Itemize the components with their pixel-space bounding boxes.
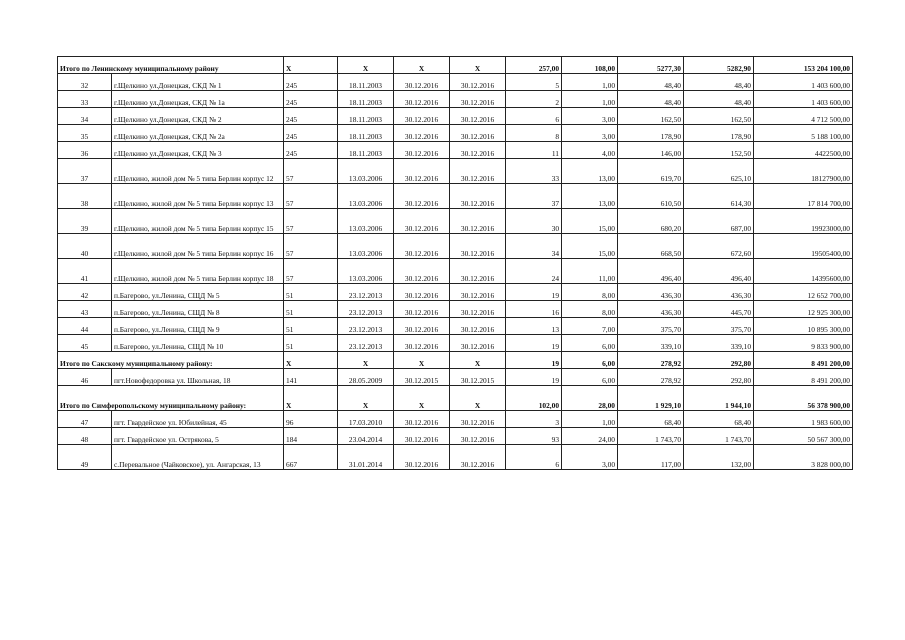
row-number: 35: [58, 125, 112, 142]
address-cell: пгт. Гвардейское ул. Острякова, 5: [112, 428, 284, 445]
column-date-plan: 30.12.2016: [394, 234, 450, 259]
column-area-living: 178,90: [684, 125, 754, 142]
column-count: 24: [506, 259, 562, 284]
column-date-deadline: 30.12.2016: [450, 259, 506, 284]
table-row: [58, 125, 853, 142]
column-count: 3: [506, 411, 562, 428]
column-cost: 56 378 900,00: [754, 386, 853, 411]
column-date-deadline: 30.12.2016: [450, 159, 506, 184]
address-cell: г.Щелкино ул.Донецкая, СКД № 2: [112, 108, 284, 125]
address-cell: г.Щелкино ул.Донецкая, СКД № 2а: [112, 125, 284, 142]
table-row: [58, 184, 853, 209]
subtotal-title: Итого по Сакскому муниципальному району:: [58, 352, 284, 369]
column-cost: 9 833 900,00: [754, 335, 853, 352]
column-date-plan: 30.12.2015: [394, 369, 450, 386]
column-date-commission: 13.03.2006: [338, 259, 394, 284]
row-number: 43: [58, 301, 112, 318]
column-area-total: 610,50: [618, 184, 684, 209]
column-area-total: 1 929,10: [618, 386, 684, 411]
row-number: 46: [58, 369, 112, 386]
column-cost: 1 403 600,00: [754, 91, 853, 108]
column-quantity: 96: [284, 411, 338, 428]
column-area-living: 162,50: [684, 108, 754, 125]
column-area-living: 445,70: [684, 301, 754, 318]
column-area-living: 672,60: [684, 234, 754, 259]
column-count: 13: [506, 318, 562, 335]
row-number: 33: [58, 91, 112, 108]
column-area-total: 5277,30: [618, 57, 684, 74]
column-count: 257,00: [506, 57, 562, 74]
subtotal-title: Итого по Ленинскому муниципальному району: [58, 57, 284, 74]
table-row: [58, 142, 853, 159]
column-date-plan: 30.12.2016: [394, 284, 450, 301]
column-date-deadline: Х: [450, 57, 506, 74]
column-quantity: 57: [284, 184, 338, 209]
column-date-plan: 30.12.2016: [394, 301, 450, 318]
column-count: 19: [506, 335, 562, 352]
column-quantity: 51: [284, 318, 338, 335]
column-date-deadline: 30.12.2016: [450, 184, 506, 209]
column-area-living: 48,40: [684, 91, 754, 108]
column-count: 5: [506, 74, 562, 91]
column-area-living: 339,10: [684, 335, 754, 352]
row-number: 41: [58, 259, 112, 284]
column-area-total: 436,30: [618, 301, 684, 318]
column-cost: 3 828 000,00: [754, 445, 853, 470]
address-cell: г.Щелкино, жилой дом № 5 типа Берлин корпус 15: [112, 209, 284, 234]
column-date-deadline: 30.12.2016: [450, 335, 506, 352]
address-cell: г.Щелкино ул.Донецкая, СКД № 3: [112, 142, 284, 159]
row-number: 49: [58, 445, 112, 470]
table-row: [58, 209, 853, 234]
column-cost: 1 403 600,00: [754, 74, 853, 91]
housing-register-table: [57, 56, 853, 470]
column-households: 3,00: [562, 125, 618, 142]
row-number: 45: [58, 335, 112, 352]
column-date-plan: 30.12.2016: [394, 74, 450, 91]
column-area-total: 375,70: [618, 318, 684, 335]
column-area-total: 619,70: [618, 159, 684, 184]
column-count: 16: [506, 301, 562, 318]
column-date-commission: 18.11.2003: [338, 91, 394, 108]
address-cell: п.Багерово, ул.Ленина, СЩД № 10: [112, 335, 284, 352]
column-date-commission: 18.11.2003: [338, 142, 394, 159]
column-date-plan: 30.12.2016: [394, 335, 450, 352]
column-area-total: 496,40: [618, 259, 684, 284]
column-area-total: 278,92: [618, 369, 684, 386]
column-date-plan: 30.12.2016: [394, 125, 450, 142]
column-date-plan: 30.12.2016: [394, 209, 450, 234]
column-area-living: 292,80: [684, 369, 754, 386]
column-date-commission: 23.04.2014: [338, 428, 394, 445]
column-count: 34: [506, 234, 562, 259]
subtotal-row: [58, 386, 853, 411]
column-households: 8,00: [562, 284, 618, 301]
column-cost: 8 491 200,00: [754, 369, 853, 386]
column-date-commission: 28.05.2009: [338, 369, 394, 386]
column-count: 33: [506, 159, 562, 184]
column-date-commission: Х: [338, 386, 394, 411]
column-area-total: 48,40: [618, 91, 684, 108]
address-cell: п.Багерово, ул.Ленина, СЩД № 8: [112, 301, 284, 318]
column-area-living: 496,40: [684, 259, 754, 284]
column-households: 6,00: [562, 352, 618, 369]
address-cell: г.Щелкино, жилой дом № 5 типа Берлин корпус 18: [112, 259, 284, 284]
column-date-plan: 30.12.2016: [394, 142, 450, 159]
column-area-living: 292,80: [684, 352, 754, 369]
column-quantity: 51: [284, 284, 338, 301]
address-cell: г.Щелкино, жилой дом № 5 типа Берлин корпус 12: [112, 159, 284, 184]
column-date-commission: Х: [338, 352, 394, 369]
subtotal-title: Итого по Симферопольскому муниципальному району:: [58, 386, 284, 411]
column-date-commission: 31.01.2014: [338, 445, 394, 470]
column-date-commission: 18.11.2003: [338, 125, 394, 142]
table-row: [58, 74, 853, 91]
column-households: 15,00: [562, 234, 618, 259]
address-cell: пгт.Новофедоровка ул. Школьная, 18: [112, 369, 284, 386]
column-date-plan: Х: [394, 57, 450, 74]
column-households: 28,00: [562, 386, 618, 411]
column-area-living: 1 944,10: [684, 386, 754, 411]
column-cost: 4 712 500,00: [754, 108, 853, 125]
table-row: [58, 428, 853, 445]
table-row: [58, 91, 853, 108]
column-date-deadline: 30.12.2016: [450, 428, 506, 445]
column-cost: 18127900,00: [754, 159, 853, 184]
column-date-plan: 30.12.2016: [394, 108, 450, 125]
column-date-deadline: 30.12.2016: [450, 108, 506, 125]
column-date-plan: 30.12.2016: [394, 318, 450, 335]
column-cost: 5 188 100,00: [754, 125, 853, 142]
column-area-total: 668,50: [618, 234, 684, 259]
column-date-deadline: 30.12.2016: [450, 445, 506, 470]
table-row: [58, 234, 853, 259]
column-quantity: 245: [284, 142, 338, 159]
column-cost: 12 652 700,00: [754, 284, 853, 301]
column-count: 2: [506, 91, 562, 108]
address-cell: г.Щелкино, жилой дом № 5 типа Берлин корпус 16: [112, 234, 284, 259]
row-number: 47: [58, 411, 112, 428]
column-date-plan: 30.12.2016: [394, 445, 450, 470]
column-area-living: 625,10: [684, 159, 754, 184]
column-quantity: 141: [284, 369, 338, 386]
address-cell: с.Перевальное (Чайковское), ул. Ангарская, 13: [112, 445, 284, 470]
column-households: 3,00: [562, 108, 618, 125]
column-area-living: 1 743,70: [684, 428, 754, 445]
row-number: 37: [58, 159, 112, 184]
address-cell: п.Багерово, ул.Ленина, СЩД № 9: [112, 318, 284, 335]
column-area-living: 48,40: [684, 74, 754, 91]
column-households: 1,00: [562, 411, 618, 428]
column-quantity: Х: [284, 57, 338, 74]
address-cell: п.Багерово, ул.Ленина, СЩД № 5: [112, 284, 284, 301]
column-count: 19: [506, 284, 562, 301]
column-date-commission: 23.12.2013: [338, 335, 394, 352]
column-cost: 1 983 600,00: [754, 411, 853, 428]
column-date-commission: 23.12.2013: [338, 284, 394, 301]
column-area-total: 1 743,70: [618, 428, 684, 445]
column-households: 3,00: [562, 445, 618, 470]
subtotal-row: [58, 57, 853, 74]
row-number: 48: [58, 428, 112, 445]
subtotal-row: [58, 352, 853, 369]
row-number: 42: [58, 284, 112, 301]
address-cell: г.Щелкино ул.Донецкая, СКД № 1а: [112, 91, 284, 108]
column-households: 11,00: [562, 259, 618, 284]
table-row: [58, 284, 853, 301]
address-cell: пгт. Гвардейское ул. Юбилейная, 45: [112, 411, 284, 428]
column-count: 11: [506, 142, 562, 159]
column-quantity: 184: [284, 428, 338, 445]
column-date-commission: 23.12.2013: [338, 318, 394, 335]
column-households: 1,00: [562, 74, 618, 91]
column-date-plan: 30.12.2016: [394, 428, 450, 445]
column-count: 93: [506, 428, 562, 445]
column-date-commission: 13.03.2006: [338, 159, 394, 184]
column-area-living: 614,30: [684, 184, 754, 209]
column-date-plan: Х: [394, 386, 450, 411]
column-households: 24,00: [562, 428, 618, 445]
row-number: 36: [58, 142, 112, 159]
column-count: 19: [506, 369, 562, 386]
column-quantity: 57: [284, 234, 338, 259]
column-area-total: 278,92: [618, 352, 684, 369]
row-number: 32: [58, 74, 112, 91]
column-area-total: 680,20: [618, 209, 684, 234]
column-quantity: 51: [284, 335, 338, 352]
table-row: [58, 318, 853, 335]
column-households: 13,00: [562, 159, 618, 184]
column-count: 19: [506, 352, 562, 369]
row-number: 39: [58, 209, 112, 234]
column-date-deadline: 30.12.2016: [450, 125, 506, 142]
column-quantity: 245: [284, 108, 338, 125]
address-cell: г.Щелкино, жилой дом № 5 типа Берлин корпус 13: [112, 184, 284, 209]
row-number: 38: [58, 184, 112, 209]
column-date-deadline: 30.12.2015: [450, 369, 506, 386]
column-households: 6,00: [562, 335, 618, 352]
column-households: 7,00: [562, 318, 618, 335]
column-date-deadline: 30.12.2016: [450, 301, 506, 318]
column-cost: 17 814 700,00: [754, 184, 853, 209]
column-date-deadline: 30.12.2016: [450, 91, 506, 108]
column-area-total: 117,00: [618, 445, 684, 470]
column-area-living: 436,30: [684, 284, 754, 301]
column-households: 13,00: [562, 184, 618, 209]
column-date-commission: 13.03.2006: [338, 209, 394, 234]
column-quantity: 57: [284, 259, 338, 284]
table-row: [58, 411, 853, 428]
column-count: 102,00: [506, 386, 562, 411]
column-date-plan: 30.12.2016: [394, 259, 450, 284]
column-households: 6,00: [562, 369, 618, 386]
column-quantity: Х: [284, 386, 338, 411]
column-quantity: 51: [284, 301, 338, 318]
table-row: [58, 159, 853, 184]
column-date-deadline: 30.12.2016: [450, 142, 506, 159]
column-quantity: Х: [284, 352, 338, 369]
column-quantity: 245: [284, 74, 338, 91]
table-row: [58, 259, 853, 284]
table-row: [58, 108, 853, 125]
column-households: 1,00: [562, 91, 618, 108]
column-date-deadline: 30.12.2016: [450, 74, 506, 91]
table-row: [58, 335, 853, 352]
column-area-living: 68,40: [684, 411, 754, 428]
column-date-commission: 13.03.2006: [338, 234, 394, 259]
column-area-total: 68,40: [618, 411, 684, 428]
column-cost: 10 895 300,00: [754, 318, 853, 335]
column-households: 15,00: [562, 209, 618, 234]
column-date-commission: 18.11.2003: [338, 108, 394, 125]
column-count: 6: [506, 108, 562, 125]
column-date-deadline: 30.12.2016: [450, 209, 506, 234]
column-area-living: 375,70: [684, 318, 754, 335]
column-date-deadline: Х: [450, 352, 506, 369]
column-quantity: 57: [284, 209, 338, 234]
column-date-deadline: 30.12.2016: [450, 411, 506, 428]
column-count: 30: [506, 209, 562, 234]
column-quantity: 245: [284, 91, 338, 108]
column-date-commission: 18.11.2003: [338, 74, 394, 91]
row-number: 44: [58, 318, 112, 335]
column-date-plan: 30.12.2016: [394, 184, 450, 209]
column-area-total: 339,10: [618, 335, 684, 352]
row-number: 34: [58, 108, 112, 125]
column-households: 8,00: [562, 301, 618, 318]
column-date-plan: 30.12.2016: [394, 411, 450, 428]
column-area-total: 48,40: [618, 74, 684, 91]
column-quantity: 57: [284, 159, 338, 184]
table-body: [58, 57, 853, 470]
column-cost: 19923000,00: [754, 209, 853, 234]
column-cost: 50 567 300,00: [754, 428, 853, 445]
column-date-commission: 13.03.2006: [338, 184, 394, 209]
table-row: [58, 445, 853, 470]
column-area-living: 5282,90: [684, 57, 754, 74]
column-date-deadline: 30.12.2016: [450, 318, 506, 335]
column-date-deadline: 30.12.2016: [450, 234, 506, 259]
column-count: 37: [506, 184, 562, 209]
column-cost: 14395600,00: [754, 259, 853, 284]
column-date-commission: 23.12.2013: [338, 301, 394, 318]
column-quantity: 667: [284, 445, 338, 470]
column-area-total: 146,00: [618, 142, 684, 159]
table-row: [58, 301, 853, 318]
column-cost: 153 204 100,00: [754, 57, 853, 74]
column-households: 4,00: [562, 142, 618, 159]
column-cost: 12 925 300,00: [754, 301, 853, 318]
row-number: 40: [58, 234, 112, 259]
column-date-plan: 30.12.2016: [394, 91, 450, 108]
address-cell: г.Щелкино ул.Донецкая, СКД № 1: [112, 74, 284, 91]
column-date-plan: 30.12.2016: [394, 159, 450, 184]
column-date-deadline: Х: [450, 386, 506, 411]
table-row: [58, 369, 853, 386]
column-date-deadline: 30.12.2016: [450, 284, 506, 301]
column-area-living: 132,00: [684, 445, 754, 470]
column-cost: 19505400,00: [754, 234, 853, 259]
column-area-living: 152,50: [684, 142, 754, 159]
column-date-commission: 17.03.2010: [338, 411, 394, 428]
column-count: 6: [506, 445, 562, 470]
column-area-total: 162,50: [618, 108, 684, 125]
column-quantity: 245: [284, 125, 338, 142]
column-count: 8: [506, 125, 562, 142]
column-date-plan: Х: [394, 352, 450, 369]
column-households: 108,00: [562, 57, 618, 74]
column-date-commission: Х: [338, 57, 394, 74]
column-area-total: 436,30: [618, 284, 684, 301]
column-area-total: 178,90: [618, 125, 684, 142]
column-cost: 8 491 200,00: [754, 352, 853, 369]
column-cost: 4422500,00: [754, 142, 853, 159]
column-area-living: 687,00: [684, 209, 754, 234]
